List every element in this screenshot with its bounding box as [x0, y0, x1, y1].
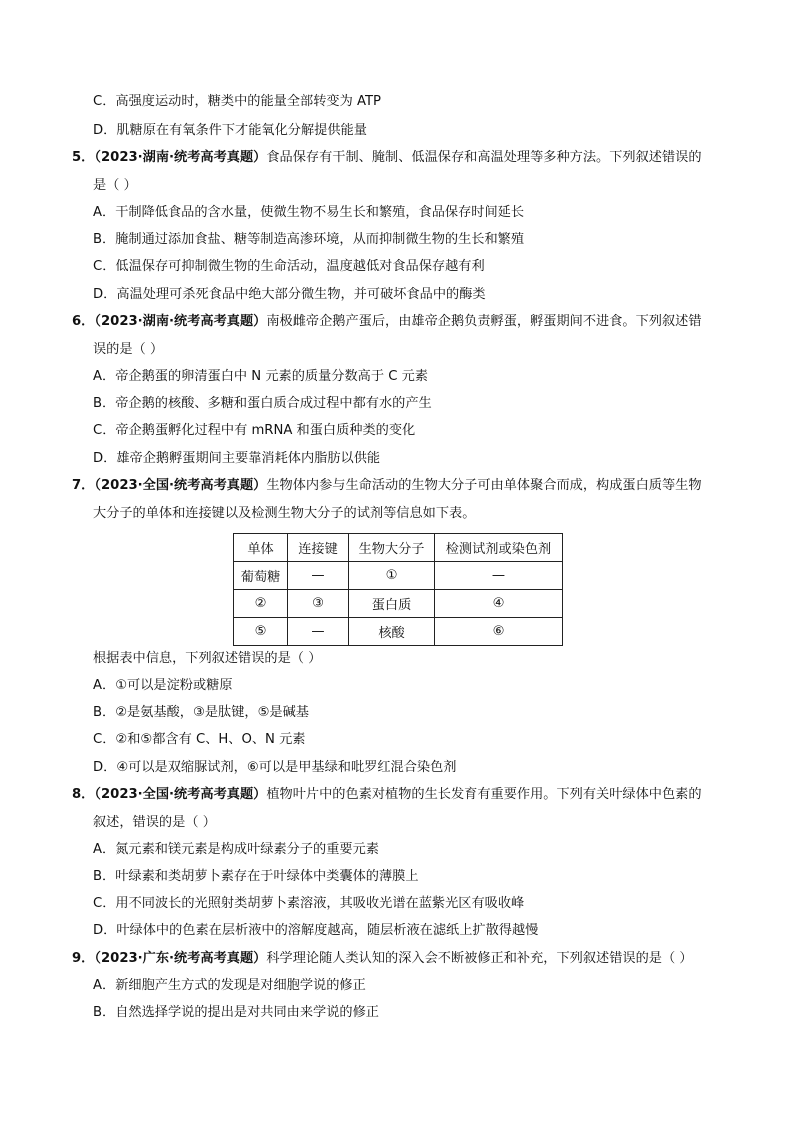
question-text: 生物体内参与生命活动的生物大分子可由单体聚合而成，构成蛋白质等生物: [266, 478, 702, 493]
question-text: 科学理论随人类认知的深入会不断被修正和补充，下列叙述错误的是（ ）: [266, 951, 693, 966]
table-header-row: [234, 534, 563, 562]
question-number: 9．: [72, 951, 95, 966]
table-header-cell: 连接键: [288, 534, 349, 562]
answer-option: A．氮元素和镁元素是构成叶绿素分子的重要元素: [93, 842, 379, 857]
answer-option: D．叶绿体中的色素在层析液中的溶解度越高，随层析液在滤纸上扩散得越慢: [93, 923, 539, 938]
biomolecule-table: [233, 533, 563, 646]
question-text-continued: 根据表中信息，下列叙述错误的是（ ）: [93, 651, 322, 666]
answer-option: A．干制降低食品的含水量，使微生物不易生长和繁殖，食品保存时间延长: [93, 205, 525, 220]
answer-option: D．肌糖原在有氧条件下才能氧化分解提供能量: [93, 123, 367, 138]
question-source: （2023·全国·统考高考真题）: [94, 478, 267, 493]
table-row: [234, 562, 563, 590]
question-number: 5．: [72, 150, 95, 165]
table-cell: ③: [288, 590, 349, 618]
question-source: （2023·湖南·统考高考真题）: [94, 314, 267, 329]
question-text: 南极雌帝企鹅产蛋后，由雄帝企鹅负责孵蛋，孵蛋期间不进食。下列叙述错: [266, 314, 702, 329]
question-source: （2023·广东·统考高考真题）: [94, 951, 267, 966]
table-cell: ⑤: [234, 618, 288, 646]
question-stem: [72, 950, 693, 968]
answer-option: C．低温保存可抑制微生物的生命活动，温度越低对食品保存越有利: [93, 259, 485, 274]
answer-option: B．腌制通过添加食盐、糖等制造高渗环境，从而抑制微生物的生长和繁殖: [93, 232, 525, 247]
question-source: （2023·全国·统考高考真题）: [94, 787, 267, 802]
question-stem: [72, 786, 702, 804]
question-text-continued: 误的是（ ）: [93, 342, 164, 357]
question-stem: [72, 477, 702, 495]
answer-option: B．叶绿素和类胡萝卜素存在于叶绿体中类囊体的薄膜上: [93, 869, 419, 884]
table-cell: —: [288, 618, 349, 646]
question-stem: [72, 313, 702, 331]
answer-option: C．用不同波长的光照射类胡萝卜素溶液，其吸收光谱在蓝紫光区有吸收峰: [93, 896, 525, 911]
answer-option: B．②是氨基酸，③是肽键，⑤是碱基: [93, 705, 309, 720]
answer-option: C．高强度运动时，糖类中的能量全部转变为 ATP: [93, 94, 381, 109]
table-header-cell: 单体: [234, 534, 288, 562]
table-cell: ⑥: [435, 618, 563, 646]
table-cell: ②: [234, 590, 288, 618]
question-text-continued: 是（ ）: [93, 178, 137, 193]
table-header-cell: 检测试剂或染色剂: [435, 534, 563, 562]
answer-option: D．高温处理可杀死食品中绝大部分微生物，并可破坏食品中的酶类: [93, 287, 486, 302]
question-number: 8．: [72, 787, 95, 802]
answer-option: A．帝企鹅蛋的卵清蛋白中 N 元素的质量分数高于 C 元素: [93, 369, 428, 384]
table-row: [234, 590, 563, 618]
question-text-continued: 大分子的单体和连接键以及检测生物大分子的试剂等信息如下表。: [93, 506, 476, 521]
table-row: [234, 618, 563, 646]
question-number: 7．: [72, 478, 95, 493]
table-cell: —: [435, 562, 563, 590]
question-text: 食品保存有干制、腌制、低温保存和高温处理等多种方法。下列叙述错误的: [266, 150, 702, 165]
question-number: 6．: [72, 314, 95, 329]
table-cell: 蛋白质: [349, 590, 435, 618]
answer-option: A．新细胞产生方式的发现是对细胞学说的修正: [93, 978, 366, 993]
question-text-continued: 叙述，错误的是（ ）: [93, 815, 216, 830]
table-cell: ①: [349, 562, 435, 590]
answer-option: C．②和⑤都含有 C、H、O、N 元素: [93, 732, 306, 747]
question-source: （2023·湖南·统考高考真题）: [94, 150, 267, 165]
answer-option: B．帝企鹅的核酸、多糖和蛋白质合成过程中都有水的产生: [93, 396, 432, 411]
table-cell: ④: [435, 590, 563, 618]
table-cell: 核酸: [349, 618, 435, 646]
question-stem: [72, 149, 702, 167]
answer-option: C．帝企鹅蛋孵化过程中有 mRNA 和蛋白质种类的变化: [93, 423, 416, 438]
question-text: 植物叶片中的色素对植物的生长发育有重要作用。下列有关叶绿体中色素的: [266, 787, 702, 802]
answer-option: D．④可以是双缩脲试剂，⑥可以是甲基绿和吡罗红混合染色剂: [93, 760, 457, 775]
answer-option: A．①可以是淀粉或糖原: [93, 678, 233, 693]
answer-option: D．雄帝企鹅孵蛋期间主要靠消耗体内脂肪以供能: [93, 451, 381, 466]
table-header-cell: 生物大分子: [349, 534, 435, 562]
answer-option: B．自然选择学说的提出是对共同由来学说的修正: [93, 1005, 379, 1020]
table-cell: 葡萄糖: [234, 562, 288, 590]
table-cell: —: [288, 562, 349, 590]
